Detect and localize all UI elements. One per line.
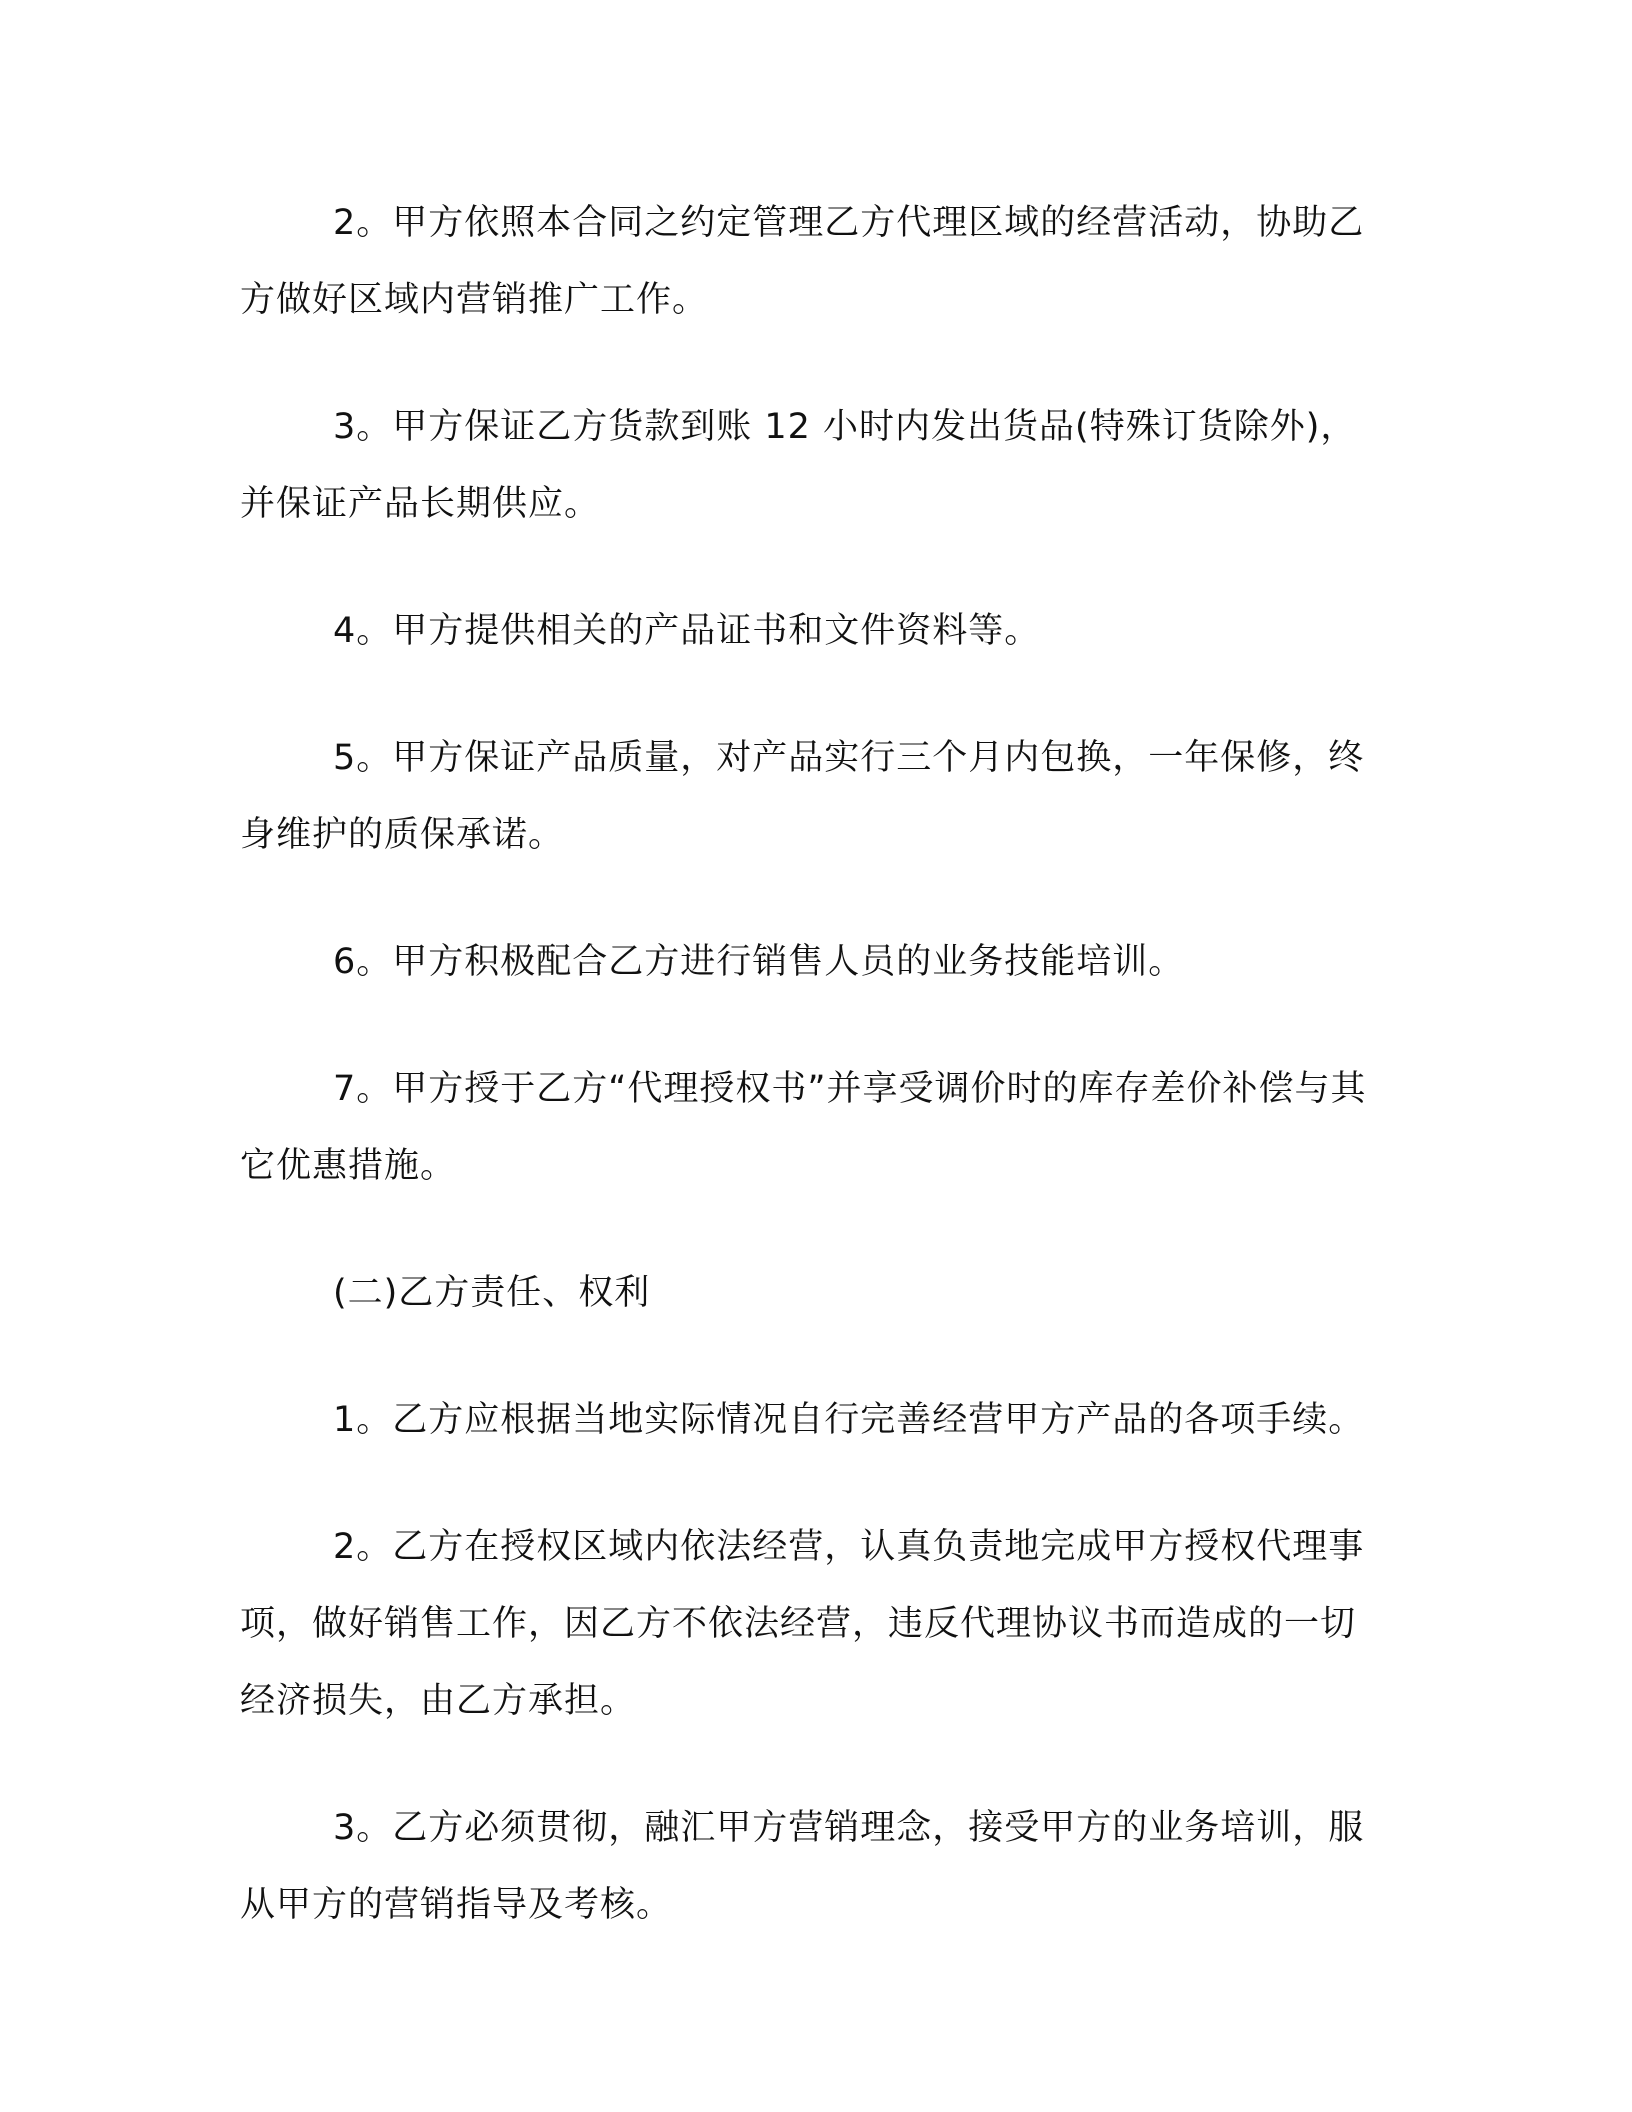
clause-a-7: 7。甲方授于乙方“代理授权书”并享受调价时的库存差价补偿与其它优惠措施。 [240,1069,1367,1186]
clause-b-2: 2。乙方在授权区域内依法经营，认真负责地完成甲方授权代理事项，做好销售工作，因乙方不依法经营，违反代理协议书而造成的一切经济损失，由乙方承担。 [240,1527,1365,1721]
clause-a-6: 6。甲方积极配合乙方进行销售人员的业务技能培训。 [333,942,1185,982]
document-body [240,185,1390,1994]
clause-b-3: 3。乙方必须贯彻，融汇甲方营销理念，接受甲方的业务培训，服从甲方的营销指导及考核。 [240,1808,1365,1925]
clause-a-4: 4。甲方提供相关的产品证书和文件资料等。 [333,611,1041,651]
clause-a-3: 3。甲方保证乙方货款到账 12 小时内发出货品(特殊订货除外)，并保证产品长期供应。 [240,407,1357,524]
clause-a-5: 5。甲方保证产品质量，对产品实行三个月内包换，一年保修，终身维护的质保承诺。 [240,738,1365,855]
section-heading-party-b: (二)乙方责任、权利 [333,1273,651,1313]
clause-a-2: 2。甲方依照本合同之约定管理乙方代理区域的经营活动，协助乙方做好区域内营销推广工作。 [240,203,1365,320]
clause-b-1: 1。乙方应根据当地实际情况自行完善经营甲方产品的各项手续。 [333,1400,1365,1440]
